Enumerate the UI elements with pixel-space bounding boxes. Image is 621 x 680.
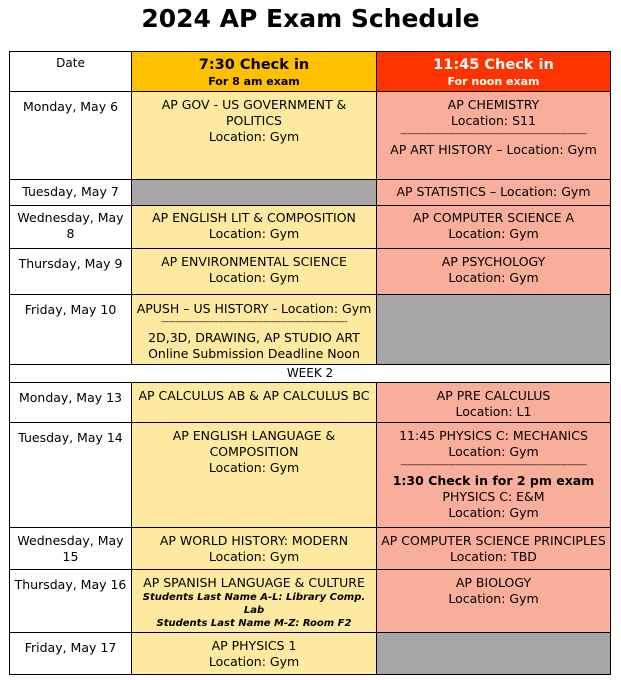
morning-header-title: 7:30 Check in [198,57,310,73]
morning-exam-cell [132,633,377,675]
exam-name: AP ENGLISH LANGUAGE & [172,428,336,443]
noon-exam-cell [377,92,611,180]
exam-name: AP ENVIRONMENTAL SCIENCE [161,254,347,269]
exam-room-note: Students Last Name A-L: Library Comp. Lab [142,592,366,616]
date-cell: Thursday, May 16 [10,570,132,633]
separator-line: ------------------------------------------------------------------------------ [160,317,348,326]
exam-name: APUSH – US HISTORY - Location: Gym [136,301,372,316]
exam-location: Location: Gym [208,460,300,475]
exam-name: PHYSICS C: E&M [442,489,545,504]
exam-name: AP ENGLISH LIT & COMPOSITION [152,210,356,225]
morning-exam-cell [132,249,377,295]
exam-location: Location: Gym [208,549,300,564]
table-row [10,92,611,180]
exam-room-note: Students Last Name M-Z: Room F2 [156,618,352,629]
table-row [10,528,611,570]
date-line: 8 [66,226,75,241]
date-cell: Friday, May 17 [10,633,132,675]
noon-exam-cell [377,383,611,423]
morning-header-subtitle: For 8 am exam [208,75,300,88]
exam-name: AP ART HISTORY – Location: Gym [390,142,597,157]
morning-exam-cell [132,423,377,528]
noon-exam-cell [377,206,611,249]
morning-exam-cell [132,295,377,365]
exam-name: 2D,3D, DRAWING, AP STUDIO ART [148,330,360,345]
noon-exam-cell [377,423,611,528]
exam-name: AP PRE CALCULUS [436,388,551,403]
exam-name: AP SPANISH LANGUAGE & CULTURE [143,575,365,590]
exam-name: POLITICS [225,113,282,128]
header-row [10,52,611,92]
date-cell: Tuesday, May 7 [10,180,132,206]
exam-location: Location: L1 [455,404,532,419]
date-cell: Monday, May 13 [10,383,132,423]
exam-name: 11:45 PHYSICS C: MECHANICS [399,428,588,443]
exam-name: COMPOSITION [209,444,299,459]
date-cell: Thursday, May 9 [10,249,132,295]
morning-header [132,52,377,92]
table-row [10,633,611,675]
exam-name: AP PSYCHOLOGY [441,254,546,269]
date-line: 15 [62,549,79,564]
exam-location: Location: Gym [448,505,539,520]
morning-exam-cell [132,570,377,633]
date-cell: Friday, May 10 [10,295,132,365]
empty-cell [377,633,611,675]
empty-cell [132,180,377,206]
date-cell: Tuesday, May 14 [10,423,132,528]
date-header-label: Date [56,56,85,70]
separator-line: ------------------------------------------------------------------------------ [400,460,587,469]
noon-header [377,52,611,92]
exam-name: AP GOV - US GOVERNMENT & [161,97,347,112]
page-title: 2024 AP Exam Schedule [141,4,480,33]
noon-exam-cell [377,249,611,295]
exam-location: Location: Gym [208,654,300,669]
week-label: WEEK 2 [10,365,611,383]
empty-cell [377,295,611,365]
schedule-table [9,51,611,675]
exam-name: AP COMPUTER SCIENCE A [412,210,575,225]
table-row [10,249,611,295]
exam-location: Location: TBD [450,549,537,564]
exam-note: Online Submission Deadline Noon [148,346,360,361]
exam-name: AP PHYSICS 1 [211,638,297,653]
noon-header-subtitle: For noon exam [447,75,540,88]
check-in-note: 1:30 Check in for 2 pm exam [392,473,595,488]
date-line: Wednesday, May [17,210,124,225]
exam-location: Location: Gym [448,270,539,285]
exam-location: Location: Gym [448,444,539,459]
separator-line: ------------------------------------------------------------------------------ [400,129,587,138]
exam-location: Location: Gym [448,226,539,241]
noon-exam-cell [377,180,611,206]
exam-name: AP CHEMISTRY [447,97,540,112]
exam-location: Location: Gym [208,129,300,144]
date-header [10,52,132,92]
date-cell: Monday, May 6 [10,92,132,180]
table-row [10,206,611,249]
exam-name: AP STATISTICS – Location: Gym [396,184,591,199]
morning-exam-cell [132,92,377,180]
exam-location: Location: Gym [208,226,300,241]
exam-name: AP CALCULUS AB & AP CALCULUS BC [138,388,370,403]
noon-exam-cell [377,570,611,633]
week-divider-row [10,365,611,383]
table-row [10,570,611,633]
date-line: Wednesday, May [17,533,124,548]
date-cell [10,528,132,570]
exam-location: Location: Gym [448,591,539,606]
noon-exam-cell [377,528,611,570]
exam-name: AP WORLD HISTORY: MODERN [159,533,349,548]
exam-name: AP BIOLOGY [455,575,532,590]
table-row [10,295,611,365]
exam-location: Location: S11 [451,113,536,128]
table-row [10,383,611,423]
exam-name: AP COMPUTER SCIENCE PRINCIPLES [381,533,606,548]
morning-exam-cell [132,383,377,423]
exam-location: Location: Gym [208,270,300,285]
morning-exam-cell [132,206,377,249]
table-row [10,180,611,206]
table-row [10,423,611,528]
morning-exam-cell [132,528,377,570]
date-cell [10,206,132,249]
noon-header-title: 11:45 Check in [433,57,554,73]
